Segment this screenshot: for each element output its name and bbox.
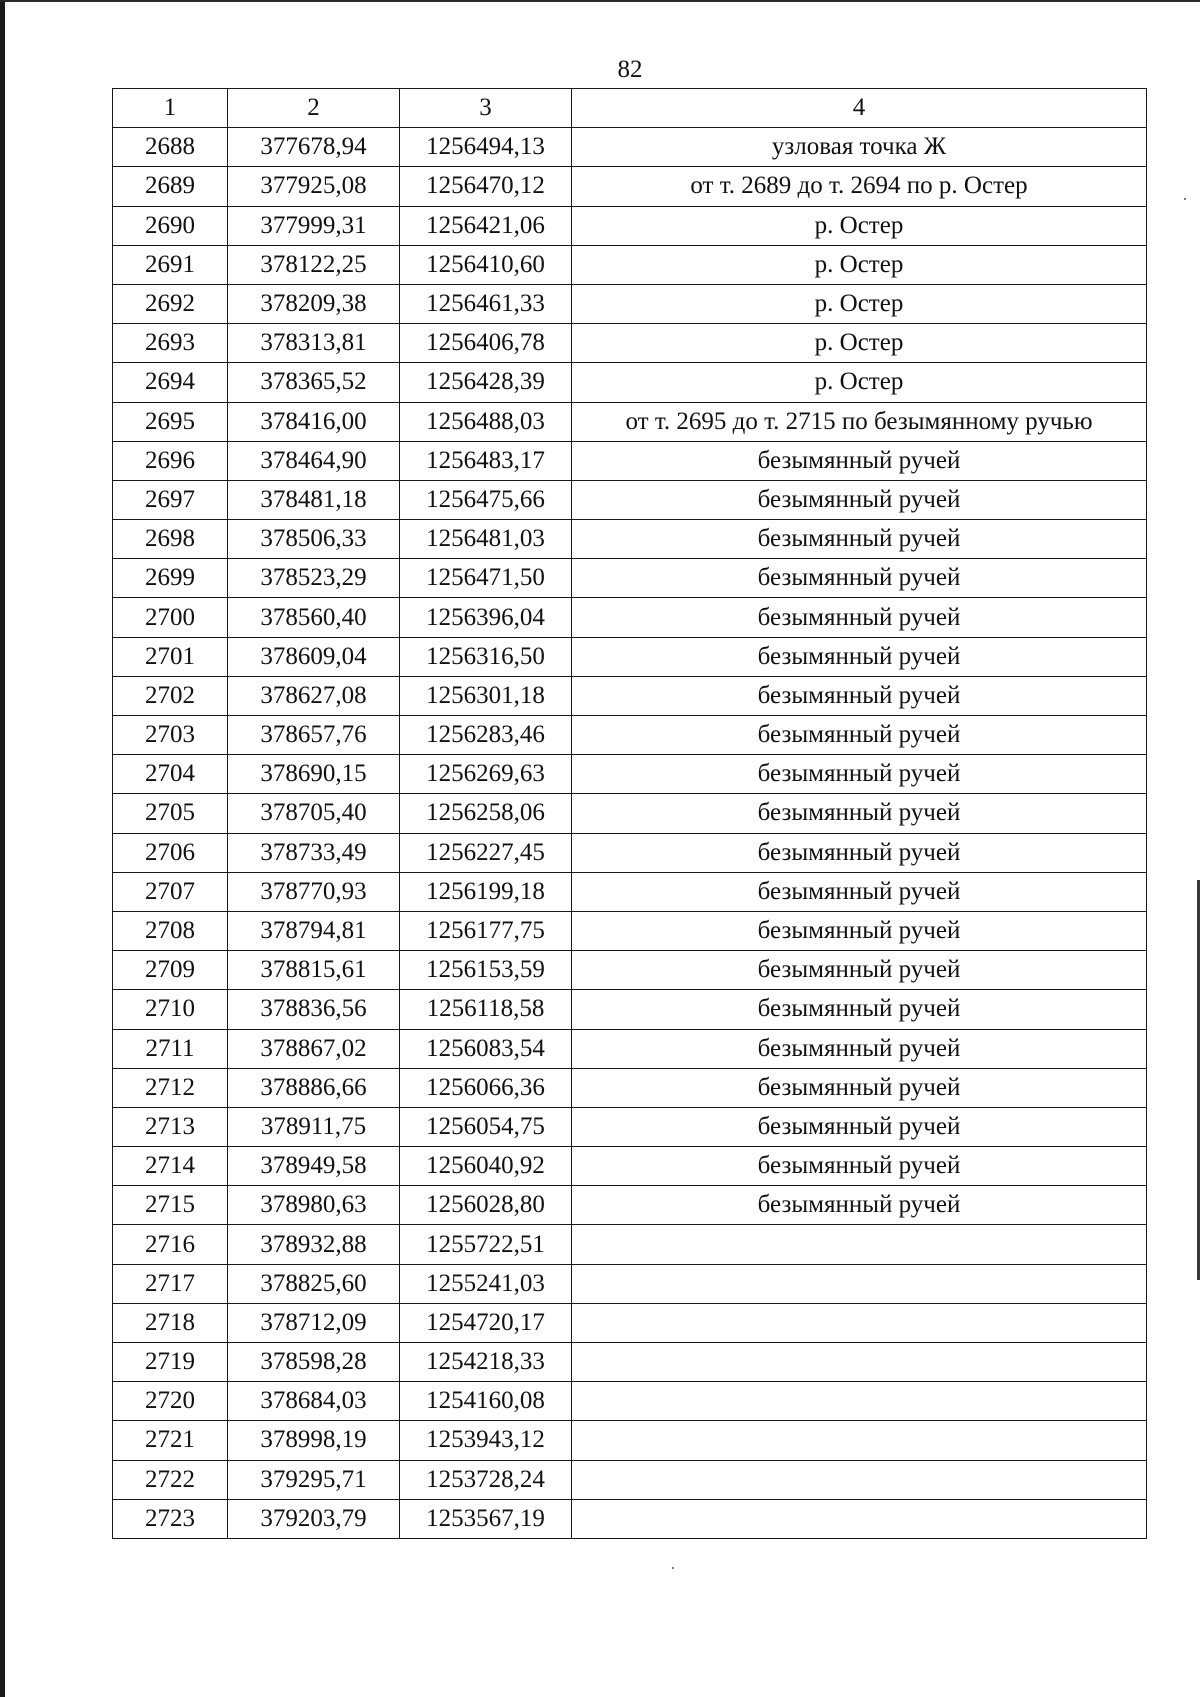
point-number-cell: 2703: [113, 716, 228, 755]
y-coordinate-cell: 1256396,04: [400, 598, 572, 637]
description-cell: безымянный ручей: [572, 990, 1147, 1029]
point-number-cell: 2713: [113, 1107, 228, 1146]
description-cell: [572, 1460, 1147, 1499]
y-coordinate-cell: 1256258,06: [400, 794, 572, 833]
description-cell: от т. 2689 до т. 2694 по р. Остер: [572, 167, 1147, 206]
point-number-cell: 2688: [113, 128, 228, 167]
y-coordinate-cell: 1256066,36: [400, 1068, 572, 1107]
x-coordinate-cell: 378523,29: [228, 559, 400, 598]
x-coordinate-cell: 378684,03: [228, 1382, 400, 1421]
header-cell-3: 3: [400, 89, 572, 128]
table-row: [113, 1343, 1147, 1382]
point-number-cell: 2714: [113, 1147, 228, 1186]
point-number-cell: 2717: [113, 1264, 228, 1303]
table-row: [113, 794, 1147, 833]
y-coordinate-cell: 1256410,60: [400, 245, 572, 284]
description-cell: р. Остер: [572, 206, 1147, 245]
description-cell: безымянный ручей: [572, 1147, 1147, 1186]
table-row: [113, 1303, 1147, 1342]
y-coordinate-cell: 1256199,18: [400, 872, 572, 911]
x-coordinate-cell: 378911,75: [228, 1107, 400, 1146]
description-cell: безымянный ручей: [572, 911, 1147, 950]
point-number-cell: 2700: [113, 598, 228, 637]
point-number-cell: 2712: [113, 1068, 228, 1107]
y-coordinate-cell: 1256461,33: [400, 284, 572, 323]
point-number-cell: 2708: [113, 911, 228, 950]
y-coordinate-cell: 1256301,18: [400, 676, 572, 715]
table-row: [113, 1264, 1147, 1303]
table-row: [113, 1382, 1147, 1421]
point-number-cell: 2699: [113, 559, 228, 598]
description-cell: безымянный ручей: [572, 872, 1147, 911]
x-coordinate-cell: 379203,79: [228, 1499, 400, 1538]
point-number-cell: 2715: [113, 1186, 228, 1225]
y-coordinate-cell: 1256153,59: [400, 951, 572, 990]
x-coordinate-cell: 378464,90: [228, 441, 400, 480]
header-row: [113, 89, 1147, 128]
table-row: [113, 1225, 1147, 1264]
y-coordinate-cell: 1256227,45: [400, 833, 572, 872]
scan-speck: [672, 1567, 674, 1569]
description-cell: безымянный ручей: [572, 794, 1147, 833]
y-coordinate-cell: 1256471,50: [400, 559, 572, 598]
table-row: [113, 951, 1147, 990]
description-cell: безымянный ручей: [572, 1107, 1147, 1146]
y-coordinate-cell: 1256421,06: [400, 206, 572, 245]
x-coordinate-cell: 378980,63: [228, 1186, 400, 1225]
point-number-cell: 2705: [113, 794, 228, 833]
table-row: [113, 637, 1147, 676]
description-cell: безымянный ручей: [572, 1068, 1147, 1107]
table-row: [113, 559, 1147, 598]
table-row: [113, 245, 1147, 284]
table-row: [113, 167, 1147, 206]
y-coordinate-cell: 1256054,75: [400, 1107, 572, 1146]
table-header: [113, 89, 1147, 128]
x-coordinate-cell: 378886,66: [228, 1068, 400, 1107]
header-cell-1: 1: [113, 89, 228, 128]
table-row: [113, 284, 1147, 323]
table-row: [113, 441, 1147, 480]
y-coordinate-cell: 1253728,24: [400, 1460, 572, 1499]
point-number-cell: 2716: [113, 1225, 228, 1264]
table-row: [113, 598, 1147, 637]
y-coordinate-cell: 1256406,78: [400, 324, 572, 363]
y-coordinate-cell: 1256269,63: [400, 755, 572, 794]
y-coordinate-cell: 1256470,12: [400, 167, 572, 206]
point-number-cell: 2710: [113, 990, 228, 1029]
table-row: [113, 833, 1147, 872]
x-coordinate-cell: 378627,08: [228, 676, 400, 715]
y-coordinate-cell: 1256488,03: [400, 402, 572, 441]
y-coordinate-cell: 1256483,17: [400, 441, 572, 480]
description-cell: безымянный ручей: [572, 833, 1147, 872]
table-row: [113, 716, 1147, 755]
table-row: [113, 128, 1147, 167]
x-coordinate-cell: 378365,52: [228, 363, 400, 402]
x-coordinate-cell: 378867,02: [228, 1029, 400, 1068]
table-row: [113, 990, 1147, 1029]
x-coordinate-cell: 378815,61: [228, 951, 400, 990]
x-coordinate-cell: 377999,31: [228, 206, 400, 245]
description-cell: безымянный ручей: [572, 520, 1147, 559]
description-cell: безымянный ручей: [572, 676, 1147, 715]
description-cell: безымянный ручей: [572, 480, 1147, 519]
x-coordinate-cell: 378209,38: [228, 284, 400, 323]
table-row: [113, 324, 1147, 363]
y-coordinate-cell: 1256040,92: [400, 1147, 572, 1186]
table-row: [113, 206, 1147, 245]
x-coordinate-cell: 378657,76: [228, 716, 400, 755]
scan-edge-top: [0, 0, 1200, 2]
table-row: [113, 1147, 1147, 1186]
x-coordinate-cell: 378313,81: [228, 324, 400, 363]
x-coordinate-cell: 378481,18: [228, 480, 400, 519]
table-row: [113, 1029, 1147, 1068]
point-number-cell: 2695: [113, 402, 228, 441]
y-coordinate-cell: 1254160,08: [400, 1382, 572, 1421]
table-row: [113, 402, 1147, 441]
x-coordinate-cell: 378609,04: [228, 637, 400, 676]
description-cell: безымянный ручей: [572, 559, 1147, 598]
y-coordinate-cell: 1256177,75: [400, 911, 572, 950]
description-cell: узловая точка Ж: [572, 128, 1147, 167]
table-row: [113, 1186, 1147, 1225]
table-row: [113, 1421, 1147, 1460]
point-number-cell: 2702: [113, 676, 228, 715]
y-coordinate-cell: 1253943,12: [400, 1421, 572, 1460]
x-coordinate-cell: 378932,88: [228, 1225, 400, 1264]
x-coordinate-cell: 378836,56: [228, 990, 400, 1029]
description-cell: безымянный ручей: [572, 637, 1147, 676]
x-coordinate-cell: 378998,19: [228, 1421, 400, 1460]
y-coordinate-cell: 1256316,50: [400, 637, 572, 676]
table-row: [113, 1107, 1147, 1146]
point-number-cell: 2694: [113, 363, 228, 402]
point-number-cell: 2722: [113, 1460, 228, 1499]
point-number-cell: 2723: [113, 1499, 228, 1538]
description-cell: р. Остер: [572, 284, 1147, 323]
header-cell-4: 4: [572, 89, 1147, 128]
description-cell: [572, 1264, 1147, 1303]
point-number-cell: 2701: [113, 637, 228, 676]
x-coordinate-cell: 377678,94: [228, 128, 400, 167]
y-coordinate-cell: 1256481,03: [400, 520, 572, 559]
y-coordinate-cell: 1256028,80: [400, 1186, 572, 1225]
point-number-cell: 2698: [113, 520, 228, 559]
point-number-cell: 2689: [113, 167, 228, 206]
description-cell: р. Остер: [572, 324, 1147, 363]
point-number-cell: 2709: [113, 951, 228, 990]
description-cell: [572, 1343, 1147, 1382]
description-cell: [572, 1421, 1147, 1460]
description-cell: от т. 2695 до т. 2715 по безымянному ручью: [572, 402, 1147, 441]
y-coordinate-cell: 1256428,39: [400, 363, 572, 402]
point-number-cell: 2690: [113, 206, 228, 245]
x-coordinate-cell: 378560,40: [228, 598, 400, 637]
x-coordinate-cell: 378712,09: [228, 1303, 400, 1342]
description-cell: [572, 1303, 1147, 1342]
point-number-cell: 2693: [113, 324, 228, 363]
point-number-cell: 2721: [113, 1421, 228, 1460]
point-number-cell: 2692: [113, 284, 228, 323]
y-coordinate-cell: 1253567,19: [400, 1499, 572, 1538]
point-number-cell: 2711: [113, 1029, 228, 1068]
point-number-cell: 2697: [113, 480, 228, 519]
description-cell: безымянный ручей: [572, 598, 1147, 637]
y-coordinate-cell: 1256494,13: [400, 128, 572, 167]
y-coordinate-cell: 1254720,17: [400, 1303, 572, 1342]
y-coordinate-cell: 1255241,03: [400, 1264, 572, 1303]
x-coordinate-cell: 378733,49: [228, 833, 400, 872]
x-coordinate-cell: 378825,60: [228, 1264, 400, 1303]
x-coordinate-cell: 378949,58: [228, 1147, 400, 1186]
description-cell: [572, 1382, 1147, 1421]
point-number-cell: 2719: [113, 1343, 228, 1382]
description-cell: безымянный ручей: [572, 441, 1147, 480]
point-number-cell: 2707: [113, 872, 228, 911]
description-cell: безымянный ручей: [572, 755, 1147, 794]
description-cell: [572, 1225, 1147, 1264]
table-row: [113, 1499, 1147, 1538]
x-coordinate-cell: 378794,81: [228, 911, 400, 950]
y-coordinate-cell: 1256475,66: [400, 480, 572, 519]
x-coordinate-cell: 378690,15: [228, 755, 400, 794]
table-row: [113, 872, 1147, 911]
scan-edge-left: [0, 0, 5, 1697]
table-row: [113, 363, 1147, 402]
y-coordinate-cell: 1256283,46: [400, 716, 572, 755]
header-cell-2: 2: [228, 89, 400, 128]
y-coordinate-cell: 1256118,58: [400, 990, 572, 1029]
x-coordinate-cell: 378770,93: [228, 872, 400, 911]
table-row: [113, 520, 1147, 559]
page-number: 82: [617, 56, 643, 83]
point-number-cell: 2718: [113, 1303, 228, 1342]
table-row: [113, 676, 1147, 715]
description-cell: безымянный ручей: [572, 716, 1147, 755]
table-row: [113, 911, 1147, 950]
description-cell: [572, 1499, 1147, 1538]
y-coordinate-cell: 1255722,51: [400, 1225, 572, 1264]
x-coordinate-cell: 378506,33: [228, 520, 400, 559]
table-row: [113, 1068, 1147, 1107]
point-number-cell: 2706: [113, 833, 228, 872]
x-coordinate-cell: 378122,25: [228, 245, 400, 284]
x-coordinate-cell: 378416,00: [228, 402, 400, 441]
description-cell: безымянный ручей: [572, 1029, 1147, 1068]
table-body: [113, 128, 1147, 1539]
description-cell: р. Остер: [572, 363, 1147, 402]
description-cell: безымянный ручей: [572, 951, 1147, 990]
point-number-cell: 2696: [113, 441, 228, 480]
x-coordinate-cell: 377925,08: [228, 167, 400, 206]
x-coordinate-cell: 379295,71: [228, 1460, 400, 1499]
y-coordinate-cell: 1254218,33: [400, 1343, 572, 1382]
table-row: [113, 755, 1147, 794]
point-number-cell: 2720: [113, 1382, 228, 1421]
table-row: [113, 480, 1147, 519]
point-number-cell: 2704: [113, 755, 228, 794]
scan-speck: [1184, 198, 1186, 200]
point-number-cell: 2691: [113, 245, 228, 284]
table-row: [113, 1460, 1147, 1499]
x-coordinate-cell: 378705,40: [228, 794, 400, 833]
y-coordinate-cell: 1256083,54: [400, 1029, 572, 1068]
x-coordinate-cell: 378598,28: [228, 1343, 400, 1382]
description-cell: р. Остер: [572, 245, 1147, 284]
coordinates-table: [112, 88, 1147, 1539]
description-cell: безымянный ручей: [572, 1186, 1147, 1225]
